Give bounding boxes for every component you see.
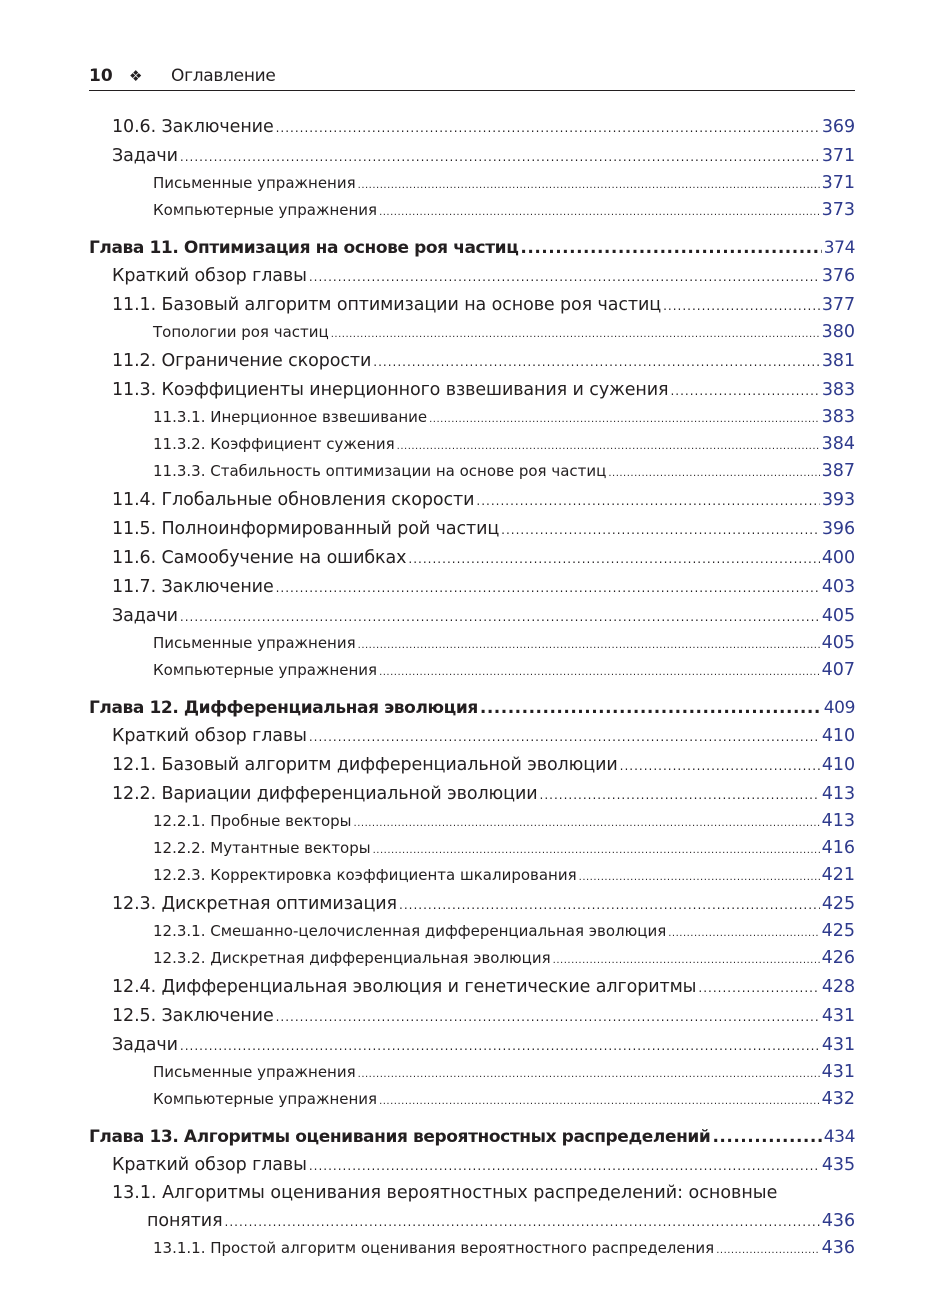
- toc-entry-page: 403: [821, 577, 855, 597]
- toc-entry-page: 416: [821, 838, 855, 858]
- toc-entry-title: 12.4. Дифференциальная эволюция и генетические алгоритмы: [112, 977, 697, 997]
- toc-entry[interactable]: [89, 1031, 855, 1060]
- toc-entry-page: 384: [821, 434, 855, 454]
- toc-entry-title: 12.2.1. Пробные векторы: [153, 812, 352, 830]
- page-number: 10: [89, 66, 113, 86]
- toc-entry-title: 11.3.2. Коэффициент сужения: [153, 435, 395, 453]
- toc-entry-title: 10.6. Заключение: [112, 117, 274, 137]
- dot-leader: [698, 974, 819, 1002]
- toc-entry[interactable]: [89, 631, 855, 658]
- toc-entry-title: 11.3.1. Инерционное взвешивание: [153, 408, 428, 426]
- table-of-contents: [89, 113, 855, 1263]
- toc-entry[interactable]: [89, 890, 855, 919]
- toc-entry[interactable]: [89, 1151, 855, 1180]
- toc-entry-page: 431: [821, 1035, 855, 1055]
- toc-entry-continuation[interactable]: [89, 1207, 855, 1236]
- toc-entry-page: 377: [821, 295, 855, 315]
- dot-leader: [399, 891, 820, 919]
- toc-entry[interactable]: [89, 863, 855, 890]
- toc-entry[interactable]: [89, 1236, 855, 1263]
- toc-entry-title: 12.3.1. Смешанно-целочисленная дифференциальная эволюция: [153, 922, 667, 940]
- dot-leader: [476, 487, 820, 515]
- toc-entry[interactable]: [89, 113, 855, 142]
- toc-entry-title: Письменные упражнения: [153, 174, 356, 192]
- toc-entry[interactable]: [89, 347, 855, 376]
- toc-entry-page: 425: [821, 921, 855, 941]
- toc-entry-page: 383: [821, 407, 855, 427]
- toc-entry-title: 12.2. Вариации дифференциальной эволюции: [112, 784, 538, 804]
- toc-entry-title: 11.3. Коэффициенты инерционного взвешивания и сужения: [112, 380, 669, 400]
- dot-leader: [225, 1208, 820, 1236]
- dot-leader: [180, 143, 820, 171]
- toc-entry-title: Краткий обзор главы: [112, 1155, 307, 1175]
- toc-entry-page: 387: [821, 461, 855, 481]
- dot-leader: [429, 407, 819, 432]
- toc-chapter-entry[interactable]: [89, 234, 855, 262]
- toc-entry-page: 380: [821, 322, 855, 342]
- dot-leader: [579, 865, 820, 890]
- dot-leader: [309, 263, 820, 291]
- dot-leader: [480, 694, 822, 722]
- dot-leader: [663, 292, 820, 320]
- dot-leader: [276, 1003, 820, 1031]
- dot-leader: [716, 1238, 819, 1263]
- dot-leader: [276, 574, 820, 602]
- toc-entry[interactable]: [89, 198, 855, 225]
- dot-leader: [608, 461, 819, 486]
- toc-entry-title: 11.2. Ограничение скорости: [112, 351, 372, 371]
- toc-entry-page: 436: [821, 1238, 855, 1258]
- toc-entry-title: Глава 12. Дифференциальная эволюция: [89, 698, 478, 718]
- toc-entry-page: 410: [821, 726, 855, 746]
- toc-entry-page: 432: [821, 1089, 855, 1109]
- dot-leader: [358, 1062, 820, 1087]
- dot-leader: [620, 752, 820, 780]
- toc-entry-page: 383: [821, 380, 855, 400]
- toc-entry-title: 11.7. Заключение: [112, 577, 274, 597]
- toc-entry[interactable]: [89, 1060, 855, 1087]
- dot-leader: [379, 200, 820, 225]
- toc-entry[interactable]: [89, 573, 855, 602]
- toc-entry[interactable]: [89, 171, 855, 198]
- toc-entry[interactable]: [89, 515, 855, 544]
- toc-entry-page: 371: [821, 173, 855, 193]
- dot-leader: [309, 1152, 820, 1180]
- dot-leader: [276, 114, 820, 142]
- toc-entry[interactable]: [89, 142, 855, 171]
- toc-entry-title: Компьютерные упражнения: [153, 661, 378, 679]
- dot-leader: [553, 948, 820, 973]
- toc-entry[interactable]: [89, 722, 855, 751]
- toc-entry-title: 11.5. Полноинформированный рой частиц: [112, 519, 500, 539]
- dot-leader: [358, 633, 820, 658]
- toc-entry-page: 431: [821, 1062, 855, 1082]
- toc-entry[interactable]: [89, 751, 855, 780]
- toc-entry-page: 400: [821, 548, 855, 568]
- toc-entry[interactable]: [89, 780, 855, 809]
- toc-entry-title: 12.5. Заключение: [112, 1006, 274, 1026]
- dot-leader: [670, 377, 819, 405]
- toc-entry-first-line[interactable]: [89, 1180, 855, 1207]
- toc-chapter-entry[interactable]: [89, 694, 855, 722]
- toc-entry-title: Задачи: [112, 146, 178, 166]
- toc-entry-title: Задачи: [112, 1035, 178, 1055]
- toc-entry-page: 421: [821, 865, 855, 885]
- toc-entry-page: 405: [821, 633, 855, 653]
- toc-entry-page: 425: [821, 894, 855, 914]
- dot-leader: [668, 921, 819, 946]
- toc-entry[interactable]: [89, 919, 855, 946]
- toc-entry-page: 371: [821, 146, 855, 166]
- running-header: [89, 63, 855, 91]
- header-title: Оглавление: [171, 66, 276, 86]
- toc-entry-title: 12.2.3. Корректировка коэффициента шкалирования: [153, 866, 577, 884]
- toc-entry[interactable]: [89, 809, 855, 836]
- toc-entry-title: Задачи: [112, 606, 178, 626]
- toc-entry-page: 374: [823, 238, 855, 258]
- dot-leader: [373, 348, 820, 376]
- toc-entry-title: 13.1.1. Простой алгоритм оценивания вероятностного распределения: [153, 1239, 715, 1257]
- toc-entry[interactable]: [89, 658, 855, 685]
- dot-leader: [379, 660, 820, 685]
- dot-leader: [379, 1089, 820, 1114]
- toc-entry[interactable]: [89, 1002, 855, 1031]
- toc-entry[interactable]: [89, 946, 855, 973]
- toc-entry-title: Краткий обзор главы: [112, 266, 307, 286]
- dot-leader: [408, 545, 819, 573]
- toc-entry-title: 11.4. Глобальные обновления скорости: [112, 490, 475, 510]
- toc-entry-title: Глава 13. Алгоритмы оценивания вероятностных распределений: [89, 1127, 711, 1147]
- toc-entry-page: 373: [821, 200, 855, 220]
- dot-leader: [354, 811, 820, 836]
- toc-entry[interactable]: [89, 320, 855, 347]
- toc-entry[interactable]: [89, 836, 855, 863]
- toc-entry[interactable]: [89, 405, 855, 432]
- toc-entry-title: Глава 11. Оптимизация на основе роя частиц: [89, 238, 519, 258]
- dot-leader: [397, 434, 820, 459]
- dot-leader: [331, 322, 820, 347]
- toc-entry-page: 376: [821, 266, 855, 286]
- toc-entry[interactable]: [89, 602, 855, 631]
- toc-entry-page: 426: [821, 948, 855, 968]
- toc-entry-title: Компьютерные упражнения: [153, 201, 378, 219]
- dot-leader: [309, 723, 820, 751]
- toc-entry-page: 396: [821, 519, 855, 539]
- toc-entry[interactable]: [89, 1087, 855, 1114]
- toc-entry-page: 405: [821, 606, 855, 626]
- toc-entry-title: 12.2.2. Мутантные векторы: [153, 839, 371, 857]
- toc-entry-title: Письменные упражнения: [153, 634, 356, 652]
- toc-entry-page: 413: [821, 784, 855, 804]
- ornament-icon: ❖: [129, 67, 143, 85]
- toc-entry-page: 428: [821, 977, 855, 997]
- toc-entry-page: 436: [821, 1211, 855, 1231]
- toc-entry-title-cont: понятия: [147, 1211, 223, 1231]
- toc-entry-page: 409: [823, 698, 855, 718]
- toc-entry-page: 381: [821, 351, 855, 371]
- toc-entry[interactable]: [89, 973, 855, 1002]
- dot-leader: [540, 781, 820, 809]
- toc-entry-page: 413: [821, 811, 855, 831]
- toc-entry-title: Краткий обзор главы: [112, 726, 307, 746]
- toc-entry-page: 369: [821, 117, 855, 137]
- dot-leader: [180, 603, 820, 631]
- toc-entry[interactable]: [89, 459, 855, 486]
- dot-leader: [501, 516, 820, 544]
- toc-entry-page: 393: [821, 490, 855, 510]
- toc-entry-page: 410: [821, 755, 855, 775]
- toc-entry-title: 12.3.2. Дискретная дифференциальная эволюция: [153, 949, 551, 967]
- toc-entry[interactable]: [89, 486, 855, 515]
- toc-entry-title: Письменные упражнения: [153, 1063, 356, 1081]
- toc-entry[interactable]: [89, 376, 855, 405]
- dot-leader: [520, 234, 821, 262]
- toc-entry[interactable]: [89, 291, 855, 320]
- toc-entry-page: 434: [823, 1127, 855, 1147]
- toc-entry-page: 431: [821, 1006, 855, 1026]
- toc-entry[interactable]: [89, 262, 855, 291]
- dot-leader: [373, 838, 820, 863]
- dot-leader: [712, 1123, 821, 1151]
- toc-entry-title: Компьютерные упражнения: [153, 1090, 378, 1108]
- dot-leader: [180, 1032, 820, 1060]
- toc-entry-page: 407: [821, 660, 855, 680]
- toc-entry-title: 12.1. Базовый алгоритм дифференциальной эволюции: [112, 755, 618, 775]
- toc-entry[interactable]: [89, 544, 855, 573]
- toc-entry-title: Топологии роя частиц: [153, 323, 329, 341]
- toc-chapter-entry[interactable]: [89, 1123, 855, 1151]
- toc-entry-title: 11.3.3. Стабильность оптимизации на основе роя частиц: [153, 462, 607, 480]
- toc-entry-page: 435: [821, 1155, 855, 1175]
- dot-leader: [358, 173, 820, 198]
- toc-entry-title: 12.3. Дискретная оптимизация: [112, 894, 397, 914]
- toc-entry-title: 13.1. Алгоритмы оценивания вероятностных распределений: основные: [112, 1183, 778, 1203]
- toc-entry-title: 11.1. Базовый алгоритм оптимизации на основе роя частиц: [112, 295, 662, 315]
- toc-entry-title: 11.6. Самообучение на ошибках: [112, 548, 407, 568]
- toc-entry[interactable]: [89, 432, 855, 459]
